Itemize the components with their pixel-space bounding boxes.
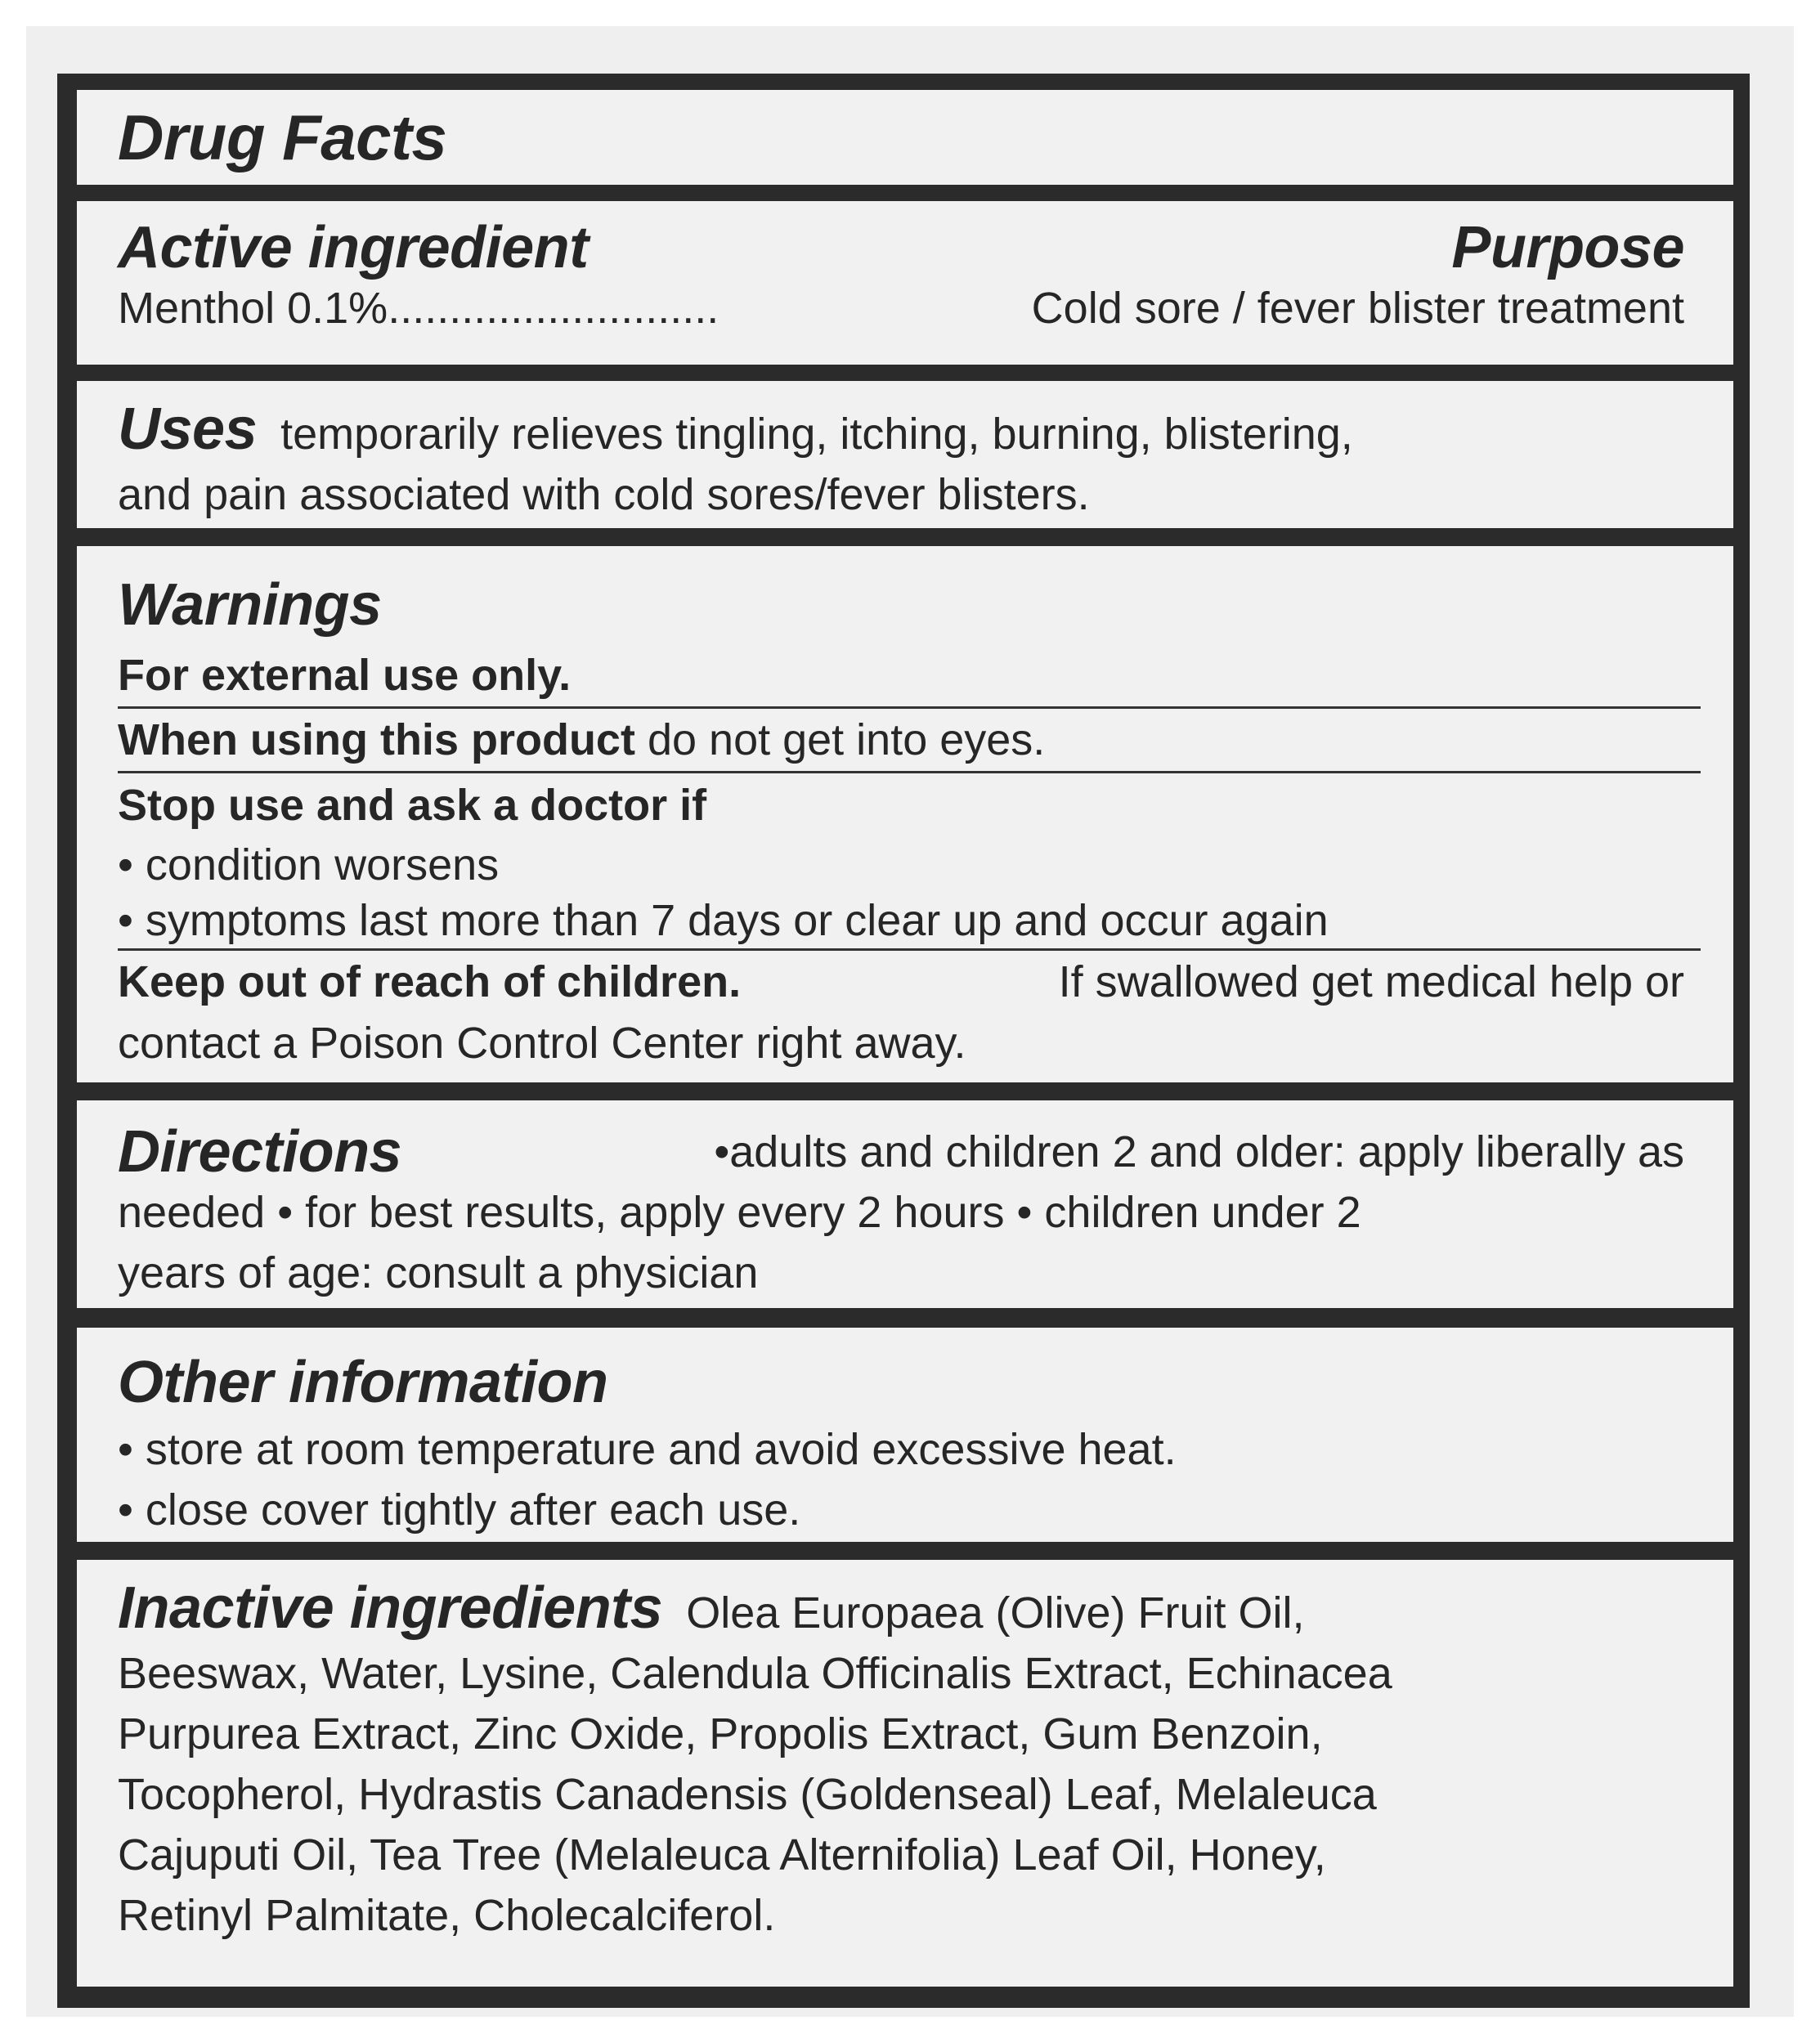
active-ingredient-heading: Active ingredient bbox=[118, 215, 589, 280]
inactive-ingredients-text-1: Olea Europaea (Olive) Fruit Oil, bbox=[686, 1588, 1305, 1638]
warnings-heading: Warnings bbox=[118, 572, 382, 638]
inactive-ingredients-text-6: Retinyl Palmitate, Cholecalciferol. bbox=[118, 1891, 776, 1940]
when-using-text: do not get into eyes. bbox=[647, 715, 1046, 764]
warnings-box bbox=[77, 546, 1733, 1082]
keep-out-text-1: If swallowed get medical help or bbox=[1058, 957, 1684, 1006]
other-information-box bbox=[77, 1328, 1733, 1542]
keep-out-text-2: contact a Poison Control Center right away. bbox=[118, 1019, 966, 1068]
keep-out-row bbox=[118, 951, 1684, 1013]
inactive-ingredients-line-1 bbox=[118, 1575, 1684, 1643]
external-use-text: For external use only. bbox=[118, 651, 572, 700]
stop-use-bullet: • symptoms last more than 7 days or clear up and occur again bbox=[118, 896, 1329, 945]
when-using-row bbox=[118, 709, 1684, 771]
title-box bbox=[77, 90, 1733, 185]
directions-text-2: needed • for best results, apply every 2 hours • children under 2 bbox=[118, 1188, 1361, 1237]
drug-facts-title: Drug Facts bbox=[118, 101, 447, 173]
uses-text-2: and pain associated with cold sores/fever blisters. bbox=[118, 470, 1090, 519]
uses-line-1 bbox=[118, 399, 1684, 464]
inactive-ingredients-box bbox=[77, 1560, 1733, 1987]
inactive-ingredients-text-3: Purpurea Extract, Zinc Oxide, Propolis Extract, Gum Benzoin, bbox=[118, 1709, 1323, 1759]
drug-facts-panel bbox=[57, 74, 1750, 2008]
other-information-heading: Other information bbox=[118, 1350, 608, 1415]
other-information-bullet: • close cover tightly after each use. bbox=[118, 1485, 801, 1534]
directions-text-3: years of age: consult a physician bbox=[118, 1248, 759, 1297]
uses-heading: Uses bbox=[118, 397, 258, 462]
directions-line-1 bbox=[118, 1119, 1684, 1185]
ingredient-leader: ........................... bbox=[388, 284, 719, 333]
active-ingredient-box bbox=[77, 201, 1733, 365]
ingredient-name: Menthol 0.1% bbox=[118, 284, 388, 333]
stop-use-text: Stop use and ask a doctor if bbox=[118, 781, 707, 830]
active-ingredient-row bbox=[118, 278, 1684, 338]
directions-heading: Directions bbox=[118, 1119, 402, 1185]
other-information-bullet: • store at room temperature and avoid excessive heat. bbox=[118, 1425, 1177, 1474]
purpose-heading: Purpose bbox=[1451, 215, 1684, 280]
inactive-ingredients-heading: Inactive ingredients bbox=[118, 1575, 663, 1641]
inactive-ingredients-text-2: Beeswax, Water, Lysine, Calendula Officinalis Extract, Echinacea bbox=[118, 1649, 1392, 1698]
inactive-ingredients-text-4: Tocopherol, Hydrastis Canadensis (Goldenseal) Leaf, Melaleuca bbox=[118, 1770, 1377, 1819]
inactive-ingredients-text-5: Cajuputi Oil, Tea Tree (Melaleuca Alternifolia) Leaf Oil, Honey, bbox=[118, 1830, 1326, 1879]
keep-out-bold: Keep out of reach of children. bbox=[118, 957, 742, 1006]
directions-text-1: •adults and children 2 and older: apply liberally as bbox=[714, 1127, 1684, 1176]
uses-box bbox=[77, 381, 1733, 528]
directions-box bbox=[77, 1100, 1733, 1308]
when-using-bold: When using this product bbox=[118, 715, 635, 764]
purpose-text: Cold sore / fever blister treatment bbox=[1031, 284, 1684, 333]
uses-text-1: temporarily relieves tingling, itching, burning, blistering, bbox=[280, 410, 1353, 459]
stop-use-bullet: • condition worsens bbox=[118, 840, 500, 889]
